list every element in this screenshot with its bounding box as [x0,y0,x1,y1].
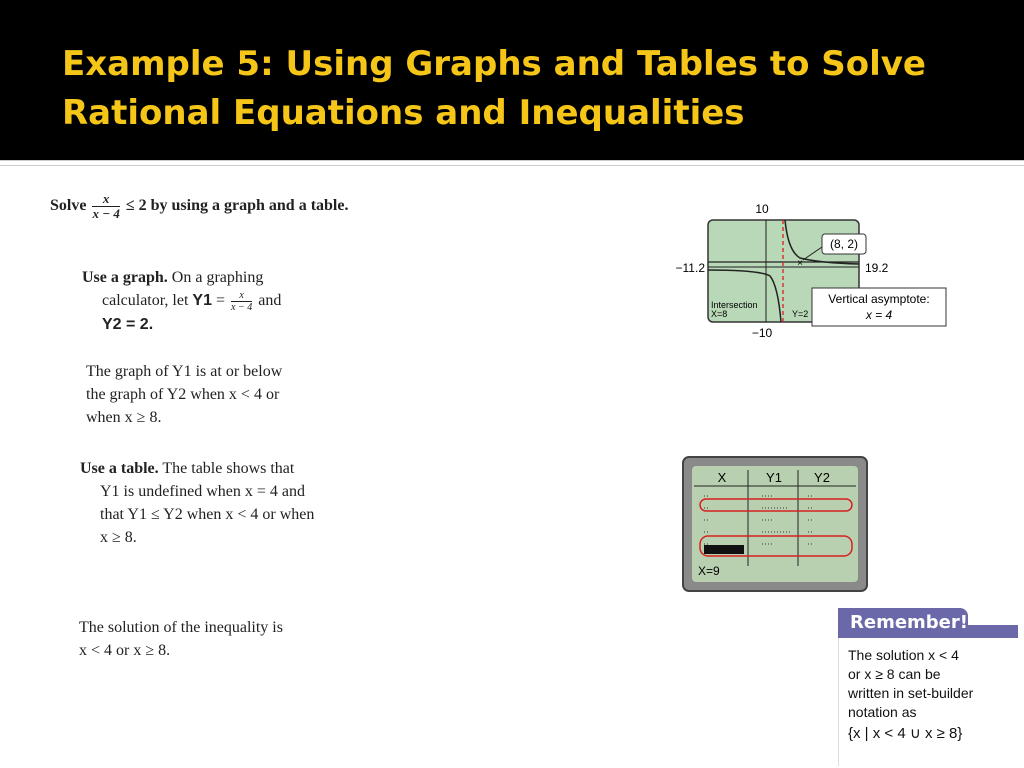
table-footer: X=9 [698,564,720,578]
remember-line4: notation as [848,704,917,720]
y1-denominator: x − 4 [231,301,253,313]
header-x: X [717,470,727,485]
graph-xmin: −11.2 [675,261,705,275]
explanation-line3: when x ≥ 8. [86,409,162,426]
y-readout: Y=2 [792,309,809,319]
calculator-graph [660,196,960,344]
intersection-label: Intersection [711,300,758,310]
and-word: and [258,292,282,309]
remember-text [848,646,1018,743]
graph-ymin: −10 [751,326,773,340]
fraction-denominator: x − 4 [92,206,120,221]
solve-word: Solve [50,197,87,215]
problem-fraction [92,192,119,221]
explanation-line2: the graph of Y2 when x < 4 or [86,386,280,403]
y1-label: Y1 [192,292,212,309]
table-cursor [704,545,744,554]
asymptote-equation: x = 4 [865,308,893,322]
equals-sign: = [216,292,226,309]
graph-heading: Use a graph. [82,269,168,286]
solution-line2: x < 4 or x ≥ 8. [79,642,171,659]
solution-line1: The solution of the inequality is [79,619,283,636]
graph-xmax: 19.2 [865,261,889,275]
x-readout: X=8 [711,309,728,319]
intersection-cursor: × [797,258,803,269]
y2-line: Y2 = 2. [102,315,154,333]
fraction-numerator: x [92,192,119,207]
table-line3: that Y1 ≤ Y2 when x < 4 or when [100,506,315,523]
header-y1: Y1 [766,470,782,485]
remember-line2: or x ≥ 8 can be [848,666,941,682]
table-heading: Use a table. [80,460,159,477]
y1-fraction [231,290,252,313]
table-line1: The table shows that [162,460,295,477]
table-line2: Y1 is undefined when x = 4 and [100,483,305,500]
remember-stripe [968,625,1018,638]
problem-statement [50,192,348,221]
remember-line3: written in set-builder [848,685,974,701]
solution [79,616,283,662]
graph-method [82,266,281,336]
graph-ymax: 10 [755,202,769,216]
explanation-line1: The graph of Y1 is at or below [86,363,283,380]
header-y2: Y2 [814,470,830,485]
asymptote-label: Vertical asymptote: [828,292,930,306]
remember-tab: Remember! [838,608,968,638]
y1-numerator: x [231,290,252,302]
set-notation: {x | x < 4 ∪ x ≥ 8} [848,725,963,742]
table-method [80,457,314,549]
graph-line1: On a graphing [171,269,264,286]
calculator-table [682,456,868,592]
problem-rest: ≤ 2 by using a graph and a table. [125,197,349,215]
slide-title: Example 5: Using Graphs and Tables to Solve Rational Equations and Inequalities [62,44,926,133]
table-line4: x ≥ 8. [100,529,137,546]
graph-explanation [86,360,282,429]
remember-line1: The solution x < 4 [848,647,959,663]
slide-header [0,0,1024,160]
graph-line2: calculator, let [102,292,189,309]
header-divider [0,160,1024,166]
point-label: (8, 2) [829,237,859,251]
